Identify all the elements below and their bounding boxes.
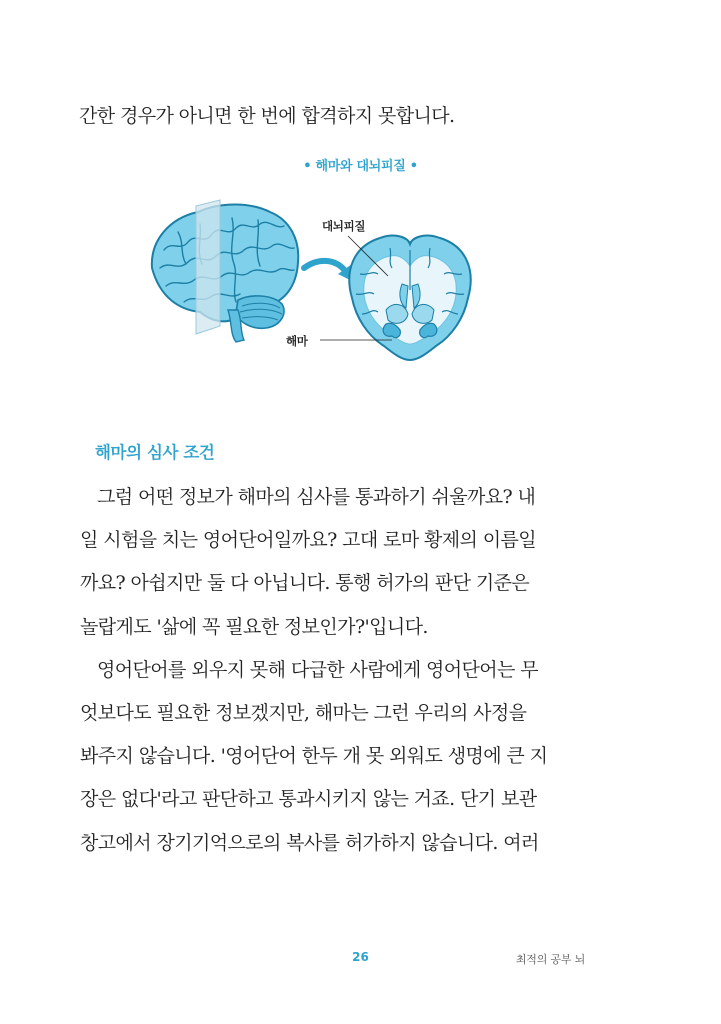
running-book-title: 최적의 공부 뇌 bbox=[515, 953, 585, 966]
slice-plane bbox=[196, 200, 220, 334]
paragraph-line: 그럼 어떤 정보가 해마의 심사를 통과하기 쉬울까요? 내 bbox=[97, 486, 536, 508]
paragraph-line: 일 시험을 치는 영어단어일까요? 고대 로마 황제의 이름일 bbox=[80, 529, 537, 552]
figure-caption: • 해마와 대뇌피질 • bbox=[303, 159, 418, 174]
brain-figure bbox=[140, 190, 560, 390]
arrow-icon bbox=[304, 261, 354, 282]
paragraph-line: 창고에서 장기기억으로의 복사를 허가하지 않습니다. 여러 bbox=[80, 831, 539, 854]
section-title: 해마의 심사 조건 bbox=[95, 443, 215, 462]
brain-coronal-section bbox=[349, 236, 470, 360]
body-text-top-line: 간한 경우가 아니면 한 번에 합격하지 못합니다. bbox=[79, 105, 455, 127]
paragraph-line: 놀랍게도 '삶에 꼭 필요한 정보인가?'입니다. bbox=[80, 615, 428, 638]
paragraph-line: 엇보다도 필요한 정보겠지만, 해마는 그런 우리의 사정을 bbox=[80, 701, 527, 724]
body-paragraphs bbox=[80, 480, 640, 869]
paragraph-line: 영어단어를 외우지 못해 다급한 사람에게 영어단어는 무 bbox=[97, 658, 538, 681]
hippocampus-label: 해마 bbox=[286, 334, 308, 348]
page-number: 26 bbox=[352, 950, 369, 964]
cortex-label: 대뇌피질 bbox=[322, 219, 366, 233]
paragraph-line: 장은 없다'라고 판단하고 통과시키지 않는 거죠. 단기 보관 bbox=[80, 788, 537, 811]
whole-brain-image bbox=[152, 205, 298, 343]
paragraph-line: 까요? 아쉽지만 둘 다 아닙니다. 통행 허가의 판단 기준은 bbox=[80, 572, 530, 595]
paragraph-line: 봐주지 않습니다. '영어단어 한두 개 못 외워도 생명에 큰 지 bbox=[80, 745, 548, 768]
